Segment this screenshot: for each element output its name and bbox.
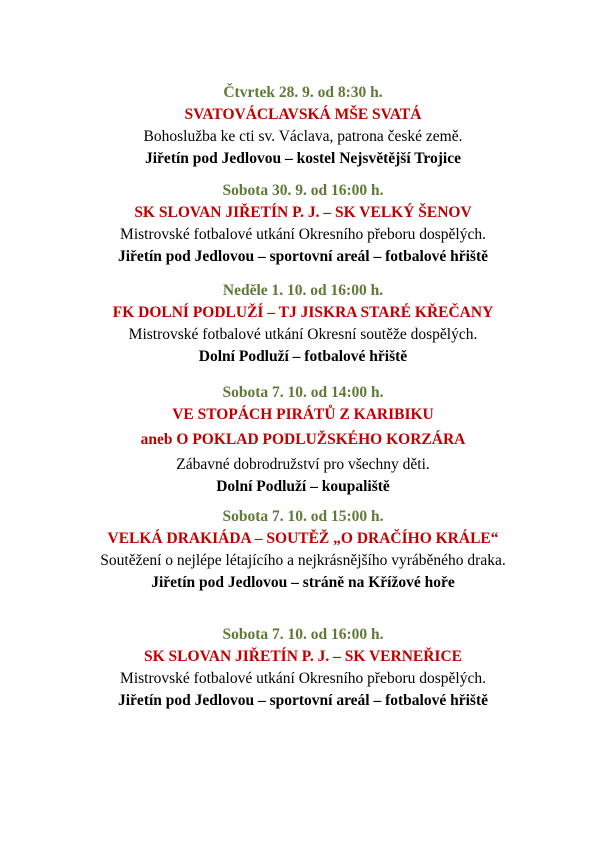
event-date: Sobota 7. 10. od 16:00 h.: [222, 626, 384, 643]
event-description: Soutěžení o nejlépe létajícího a nejkrásnějšího vyráběného draka.: [100, 552, 506, 569]
event-place: Dolní Podluží – koupaliště: [216, 478, 390, 495]
event-title: VE STOPÁCH PIRÁTŮ Z KARIBIKU: [172, 406, 434, 423]
event-date: Neděle 1. 10. od 16:00 h.: [222, 282, 384, 299]
event-place: Jiřetín pod Jedlovou – sportovní areál – fotbalové hřiště: [118, 692, 488, 709]
event-place: Jiřetín pod Jedlovou – kostel Nejsvětější Trojice: [145, 150, 461, 167]
event-description: Mistrovské fotbalové utkání Okresního přeboru dospělých.: [120, 670, 486, 687]
event-3: [0, 280, 606, 368]
event-5: [0, 506, 606, 594]
event-title-subtitle: aneb O POKLAD PODLUŽSKÉHO KORZÁRA: [140, 431, 466, 448]
event-place: Dolní Podluží – fotbalové hřiště: [198, 348, 408, 365]
event-date: Čtvrtek 28. 9. od 8:30 h.: [223, 84, 383, 101]
event-2: [0, 180, 606, 268]
event-place: Jiřetín pod Jedlovou – stráně na Křížové hoře: [151, 574, 455, 591]
event-title: SVATOVÁCLAVSKÁ MŠE SVATÁ: [184, 106, 422, 123]
event-6: [0, 624, 606, 712]
event-title: SK SLOVAN JIŘETÍN P. J. – SK VERNEŘICE: [144, 648, 462, 665]
event-description: Bohoslužba ke cti sv. Václava, patrona české země.: [143, 128, 463, 145]
event-title: FK DOLNÍ PODLUŽÍ – TJ JISKRA STARÉ KŘEČANY: [112, 304, 494, 321]
event-title: SK SLOVAN JIŘETÍN P. J. – SK VELKÝ ŠENOV: [134, 204, 472, 221]
event-description: Mistrovské fotbalové utkání Okresního přeboru dospělých.: [120, 226, 486, 243]
event-date: Sobota 7. 10. od 14:00 h.: [222, 384, 384, 401]
event-title: VELKÁ DRAKIÁDA – SOUTĚŽ „O DRAČÍHO KRÁLE“: [107, 530, 499, 547]
event-date: Sobota 30. 9. od 16:00 h.: [222, 182, 384, 199]
event-place: Jiřetín pod Jedlovou – sportovní areál – fotbalové hřiště: [118, 248, 488, 265]
event-4: [0, 382, 606, 498]
event-1: [0, 82, 606, 170]
event-date: Sobota 7. 10. od 15:00 h.: [222, 508, 384, 525]
event-description: Mistrovské fotbalové utkání Okresní soutěže dospělých.: [128, 326, 478, 343]
event-description: Zábavné dobrodružství pro všechny děti.: [176, 456, 430, 473]
